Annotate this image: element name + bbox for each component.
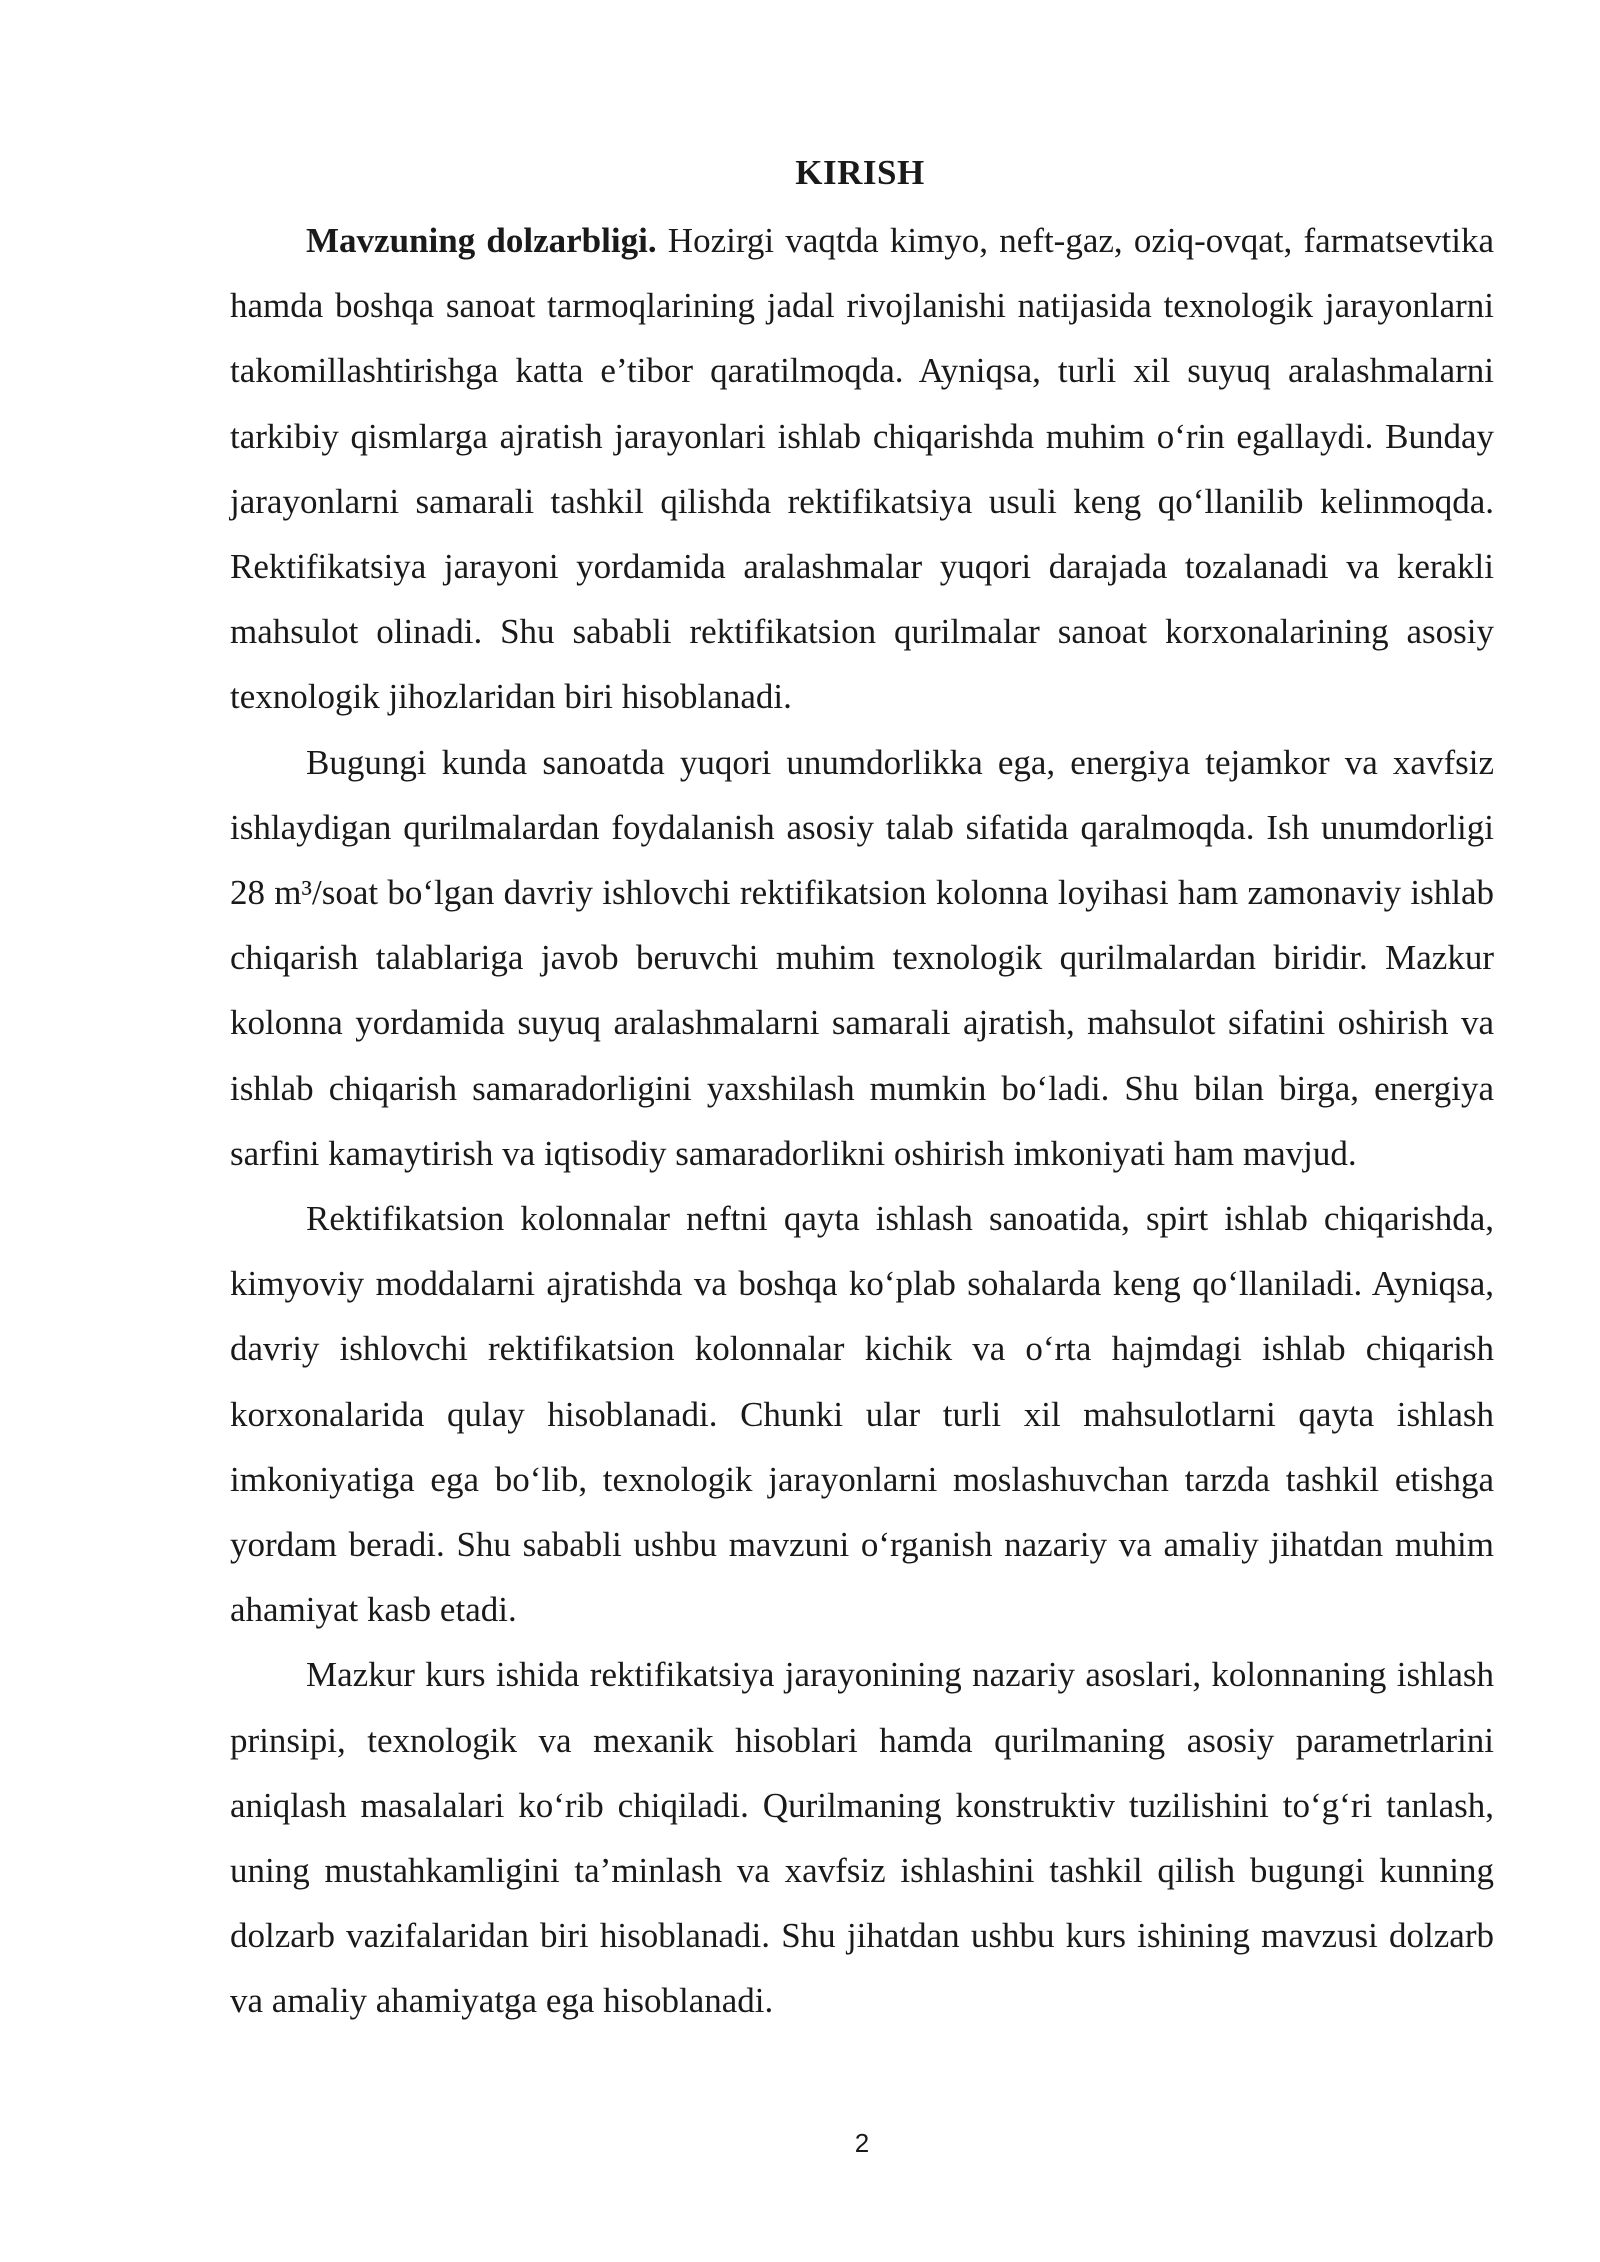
paragraph-text: Rektifikatsion kolonnalar neftni qayta ishlash sanoatida, spirt ishlab chiqarishda, kimyoviy moddalarni ajratishda va boshqa ko‘plab sohalarda keng qo‘llaniladi. Ayniqsa, davriy ishlovchi rektifikatsion kolonnalar kichik va o‘rta hajmdagi ishlab chiqarish korxonalarida qulay hisoblanadi. Chunki ular turli xil mahsulotlarni qayta ishlash imkoniyatiga ega bo‘lib, texnologik jarayonlarni moslashuvchan tarzda tashkil etishga yordam beradi. Shu sababli ushbu mavzuni o‘rganish nazariy va amaliy jihatdan muhim ahamiyat kasb etadi. — [230, 1199, 1494, 1630]
paragraph-text: Hozirgi vaqtda kimyo, neft-gaz, oziq-ovqat, farmatsevtika hamda boshqa sanoat tarmoqlarining jadal rivojlanishi natijasida texnologik jarayonlarni takomillashtirishga katta e’tibor qaratilmoqda. Ayniqsa, turli xil suyuq aralashmalarni tarkibiy qismlarga ajratish jarayonlari ishlab chiqarishda muhim o‘rin egallaydi. Bunday jarayonlarni samarali tashkil qilishda rektifikatsiya usuli keng qo‘llanilib kelinmoqda. Rektifikatsiya jarayoni yordamida aralashmalar yuqori darajada tozalanadi va kerakli mahsulot olinadi. Shu sababli rektifikatsion qurilmalar sanoat korxonalarining asosiy texnologik jihozlaridan biri hisoblanadi. — [230, 221, 1494, 717]
paragraph-text: Mazkur kurs ishida rektifikatsiya jarayonining nazariy asoslari, kolonnaning ishlash prinsipi, texnologik va mexanik hisoblari hamda qurilmaning asosiy parametrlarini aniqlash masalalari ko‘rib chiqiladi. Qurilmaning konstruktiv tuzilishini to‘g‘ri tanlash, uning mustahkamligini ta’minlash va xavfsiz ishlashini tashkil qilish bugungi kunning dolzarb vazifalaridan biri hisoblanadi. Shu jihatdan ushbu kurs ishining mavzusi dolzarb va amaliy ahamiyatga ega hisoblanadi. — [230, 1655, 1494, 2021]
page-number: 2 — [854, 2128, 870, 2158]
body-text — [230, 208, 1494, 2034]
paragraph-text: Bugungi kunda sanoatda yuqori unumdorlikka ega, energiya tejamkor va xavfsiz ishlaydigan qurilmalardan foydalanish asosiy talab sifatida qaralmoqda. Ish unumdorligi 28 m³/soat bo‘lgan davriy ishlovchi rektifikatsion kolonna loyihasi ham zamonaviy ishlab chiqarish talablariga javob beruvchi muhim texnologik qurilmalardan biridir. Mazkur kolonna yordamida suyuq aralashmalarni samarali ajratish, mahsulot sifatini oshirish va ishlab chiqarish samaradorligini yaxshilash mumkin bo‘ladi. Shu bilan birga, energiya sarfini kamaytirish va iqtisodiy samaradorlikni oshirish imkoniyati ham mavjud. — [230, 742, 1494, 1173]
section-heading: KIRISH — [795, 153, 925, 192]
paragraph-lead: Mavzuning dolzarbligi. — [306, 221, 657, 260]
paragraph-relevance — [230, 208, 1494, 730]
